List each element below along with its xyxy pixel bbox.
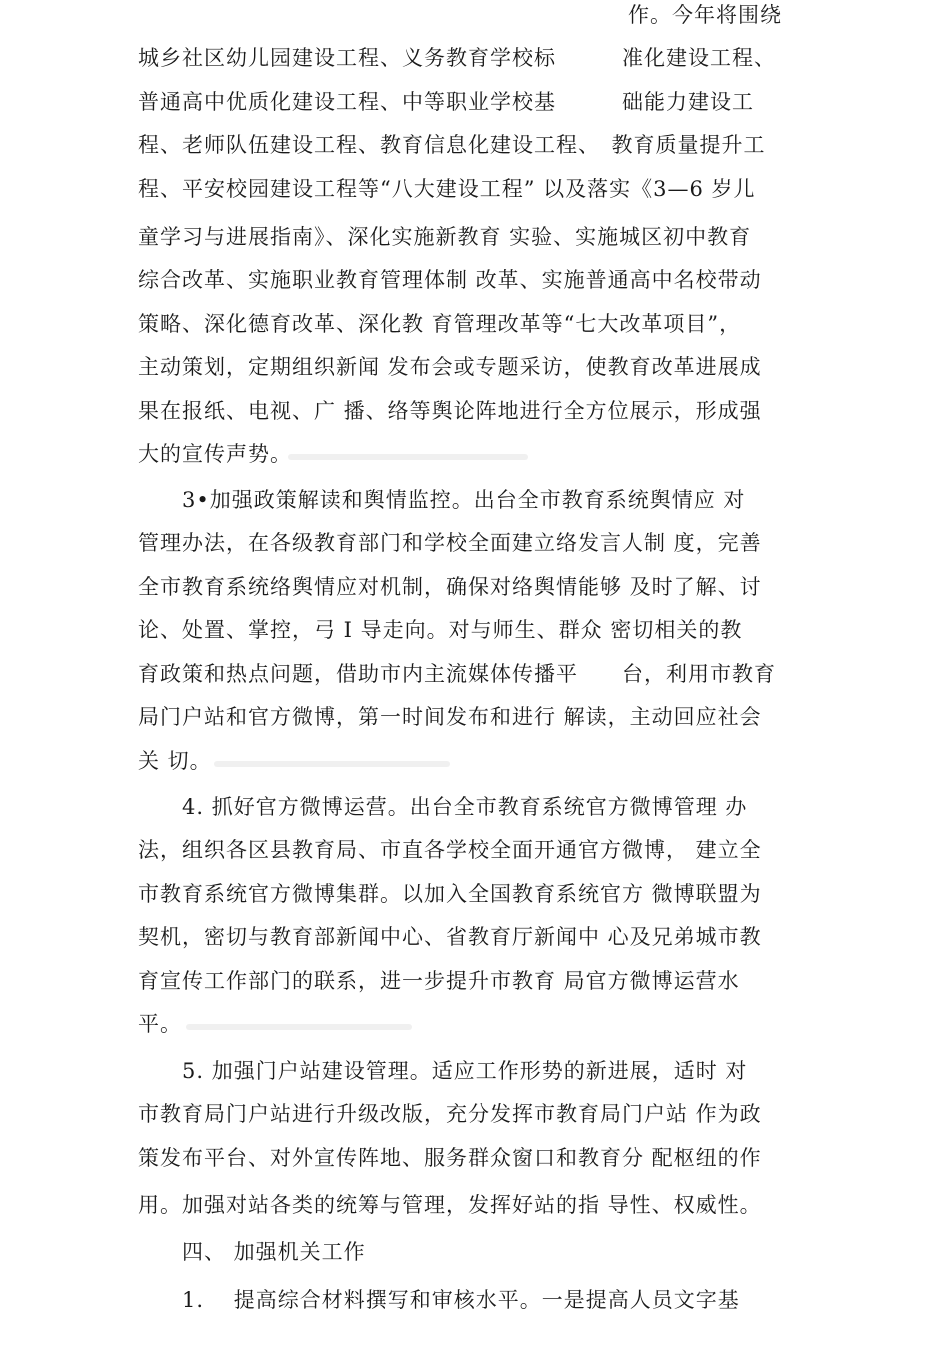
text-line: 作。今年将围绕 bbox=[628, 3, 782, 27]
text-line: 全市教育系统络舆情应对机制，确保对络舆情能够 及时了解、讨 bbox=[138, 575, 762, 599]
text-line: 论、处置、掌控，弓 I 导走向。对与师生、群众 密切相关的教 bbox=[138, 618, 743, 642]
text-line: 市教育局门户站进行升级改版，充分发挥市教育局门户站 作为政 bbox=[138, 1102, 762, 1126]
text-line: 大的宣传声势。 bbox=[138, 442, 292, 466]
text-line: 主动策划，定期组织新闻 发布会或专题采访，使教育改革进展成 bbox=[138, 355, 762, 379]
paragraph-4-start: 4. 抓好官方微博运营。出台全市教育系统官方微博管理 办 bbox=[138, 795, 748, 819]
text-line: 市教育系统官方微博集群。以加入全国教育系统官方 微博联盟为 bbox=[138, 882, 762, 906]
scan-smudge bbox=[186, 1024, 412, 1030]
text-line: 育宣传工作部门的联系，进一步提升市教育 局官方微博运营水 bbox=[138, 969, 740, 993]
text-line: 育政策和热点问题，借助市内主流媒体传播平 台，利用市教育 bbox=[138, 662, 776, 686]
scan-smudge bbox=[288, 454, 528, 460]
text-line: 普通高中优质化建设工程、中等职业学校基 础能力建设工 bbox=[138, 90, 754, 114]
paragraph-3-start: 3•加强政策解读和舆情监控。出台全市教育系统舆情应 对 bbox=[138, 488, 746, 512]
text-line: 局门户站和官方微博，第一时间发布和进行 解读，主动回应社会 bbox=[138, 705, 762, 729]
text-line: 策发布平台、对外宣传阵地、服务群众窗口和教育分 配枢纽的作 bbox=[138, 1146, 762, 1170]
text-line: 用。加强对站各类的统筹与管理，发挥好站的指 导性、权威性。 bbox=[138, 1193, 762, 1217]
text-line: 契机，密切与教育部新闻中心、省教育厅新闻中 心及兄弟城市教 bbox=[138, 925, 762, 949]
text-line: 1. 提高综合材料撰写和审核水平。一是提高人员文字基 bbox=[138, 1288, 740, 1312]
text-line: 程、老师队伍建设工程、教育信息化建设工程、 教育质量提升工 bbox=[138, 133, 766, 157]
scan-smudge bbox=[214, 761, 450, 767]
section-heading: 四、 加强机关工作 bbox=[138, 1240, 366, 1264]
text-line: 平。 bbox=[138, 1012, 182, 1036]
text-line: 城乡社区幼儿园建设工程、义务教育学校标 准化建设工程、 bbox=[138, 46, 776, 70]
text-line: 关 切。 bbox=[138, 749, 212, 773]
text-line: 法，组织各区县教育局、市直各学校全面开通官方微博， 建立全 bbox=[138, 838, 762, 862]
paragraph-5-start: 5. 加强门户站建设管理。适应工作形势的新进展，适时 对 bbox=[138, 1059, 748, 1083]
text-line: 程、平安校园建设工程等“八大建设工程” 以及落实《3—6 岁儿 bbox=[138, 177, 756, 201]
text-line: 管理办法，在各级教育部门和学校全面建立络发言人制 度，完善 bbox=[138, 531, 762, 555]
text-line: 策略、深化德育改革、深化教 育管理改革等“七大改革项目”， bbox=[138, 312, 742, 336]
text-line: 综合改革、实施职业教育管理体制 改革、实施普通高中名校带动 bbox=[138, 268, 762, 292]
text-line: 果在报纸、电视、广 播、络等舆论阵地进行全方位展示，形成强 bbox=[138, 399, 762, 423]
text-line: 童学习与进展指南》、深化实施新教育 实验、实施城区初中教育 bbox=[138, 225, 752, 249]
